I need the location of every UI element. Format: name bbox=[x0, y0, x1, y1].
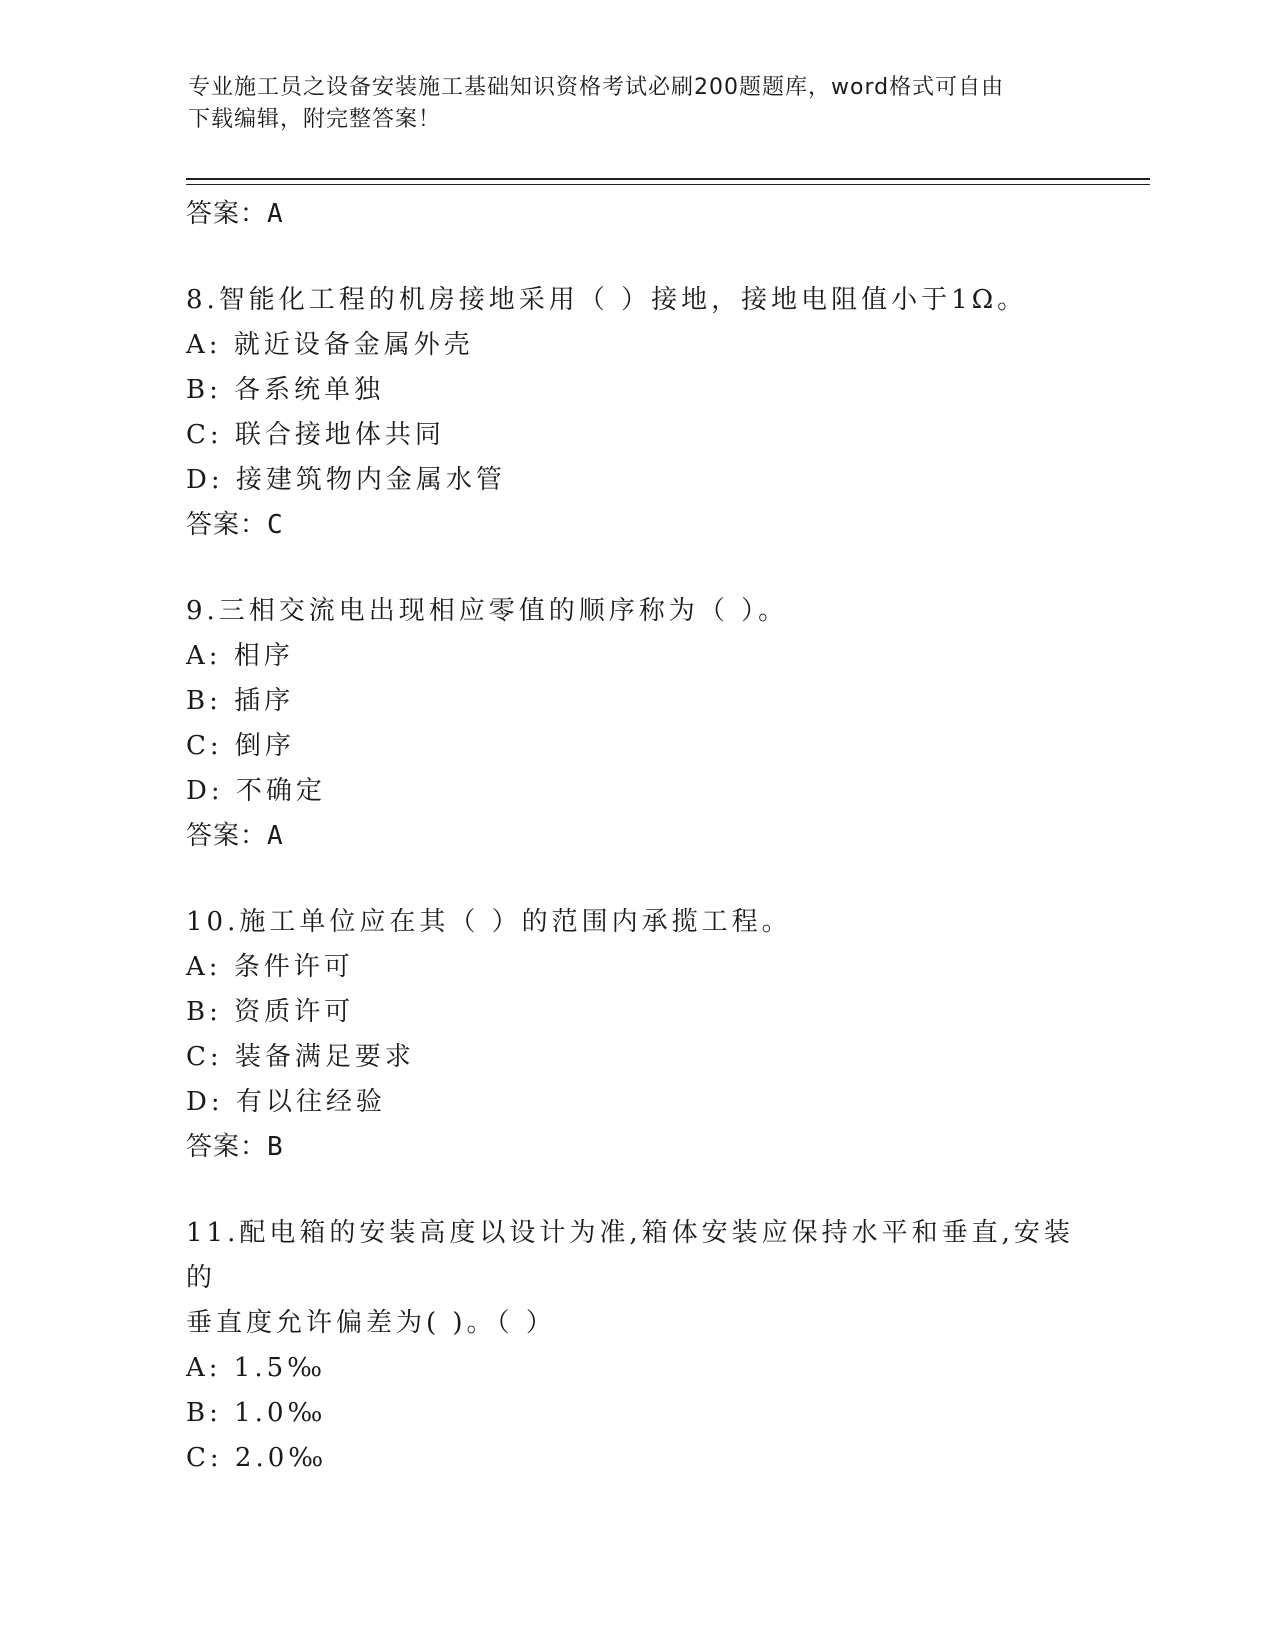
answer-label: 答案： bbox=[186, 821, 268, 851]
option-d: D: 不确定 bbox=[186, 776, 326, 806]
option-b: B: 资质许可 bbox=[186, 997, 355, 1027]
option-a: A: 1.5‰ bbox=[186, 1353, 327, 1383]
answer-label: 答案： bbox=[186, 199, 268, 229]
question-8 bbox=[186, 278, 1086, 547]
answer-value: A bbox=[267, 199, 284, 229]
answer-line bbox=[186, 192, 1086, 236]
document-header bbox=[188, 72, 1068, 136]
answer-value: A bbox=[267, 821, 284, 851]
option-d: D: 接建筑物内金属水管 bbox=[186, 465, 506, 495]
option-b: B: 1.0‰ bbox=[186, 1398, 327, 1428]
answer-value: C bbox=[267, 510, 284, 540]
question-9 bbox=[186, 589, 1086, 858]
question-10 bbox=[186, 900, 1086, 1169]
stem-line: 11.配电箱的安装高度以设计为准,箱体安装应保持水平和垂直,安装的 bbox=[186, 1218, 1074, 1293]
answer-line bbox=[186, 1125, 1086, 1169]
question-11 bbox=[186, 1211, 1086, 1481]
stem-line: 8.智能化工程的机房接地采用（ ）接地，接地电阻值小于1Ω。 bbox=[186, 285, 1028, 315]
option-a: A: 条件许可 bbox=[186, 952, 354, 982]
question-list bbox=[186, 192, 1086, 1481]
option-a: A: 相序 bbox=[186, 641, 294, 671]
option-c: C: 倒序 bbox=[186, 731, 295, 761]
question-stem bbox=[186, 278, 1086, 323]
option-b: B: 各系统单独 bbox=[186, 375, 385, 405]
header-line-2: 下载编辑，附完整答案！ bbox=[188, 107, 442, 132]
header-divider-thin bbox=[186, 184, 1150, 185]
answer-line bbox=[186, 503, 1086, 547]
stem-line: 9.三相交流电出现相应零值的顺序称为（ ）。 bbox=[186, 596, 789, 626]
option-c: C: 2.0‰ bbox=[186, 1443, 328, 1473]
stem-line: 10.施工单位应在其（ ）的范围内承揽工程。 bbox=[186, 907, 792, 937]
option-d: D: 有以往经验 bbox=[186, 1087, 386, 1117]
option-c: C: 联合接地体共同 bbox=[186, 420, 445, 450]
header-line-1: 专业施工员之设备安装施工基础知识资格考试必刷200题题库，word格式可自由 bbox=[188, 75, 1005, 100]
answer-value: B bbox=[267, 1132, 284, 1162]
header-divider-thick bbox=[186, 178, 1150, 180]
answer-label: 答案： bbox=[186, 510, 268, 540]
question-stem bbox=[186, 1211, 1086, 1346]
answer-line bbox=[186, 814, 1086, 858]
stem-line: 垂直度允许偏差为( )。（ ） bbox=[186, 1308, 556, 1338]
option-c: C: 装备满足要求 bbox=[186, 1042, 415, 1072]
question-stem bbox=[186, 900, 1086, 945]
option-b: B: 插序 bbox=[186, 686, 295, 716]
option-a: A: 就近设备金属外壳 bbox=[186, 330, 474, 360]
question-stem bbox=[186, 589, 1086, 634]
answer-label: 答案： bbox=[186, 1132, 268, 1162]
